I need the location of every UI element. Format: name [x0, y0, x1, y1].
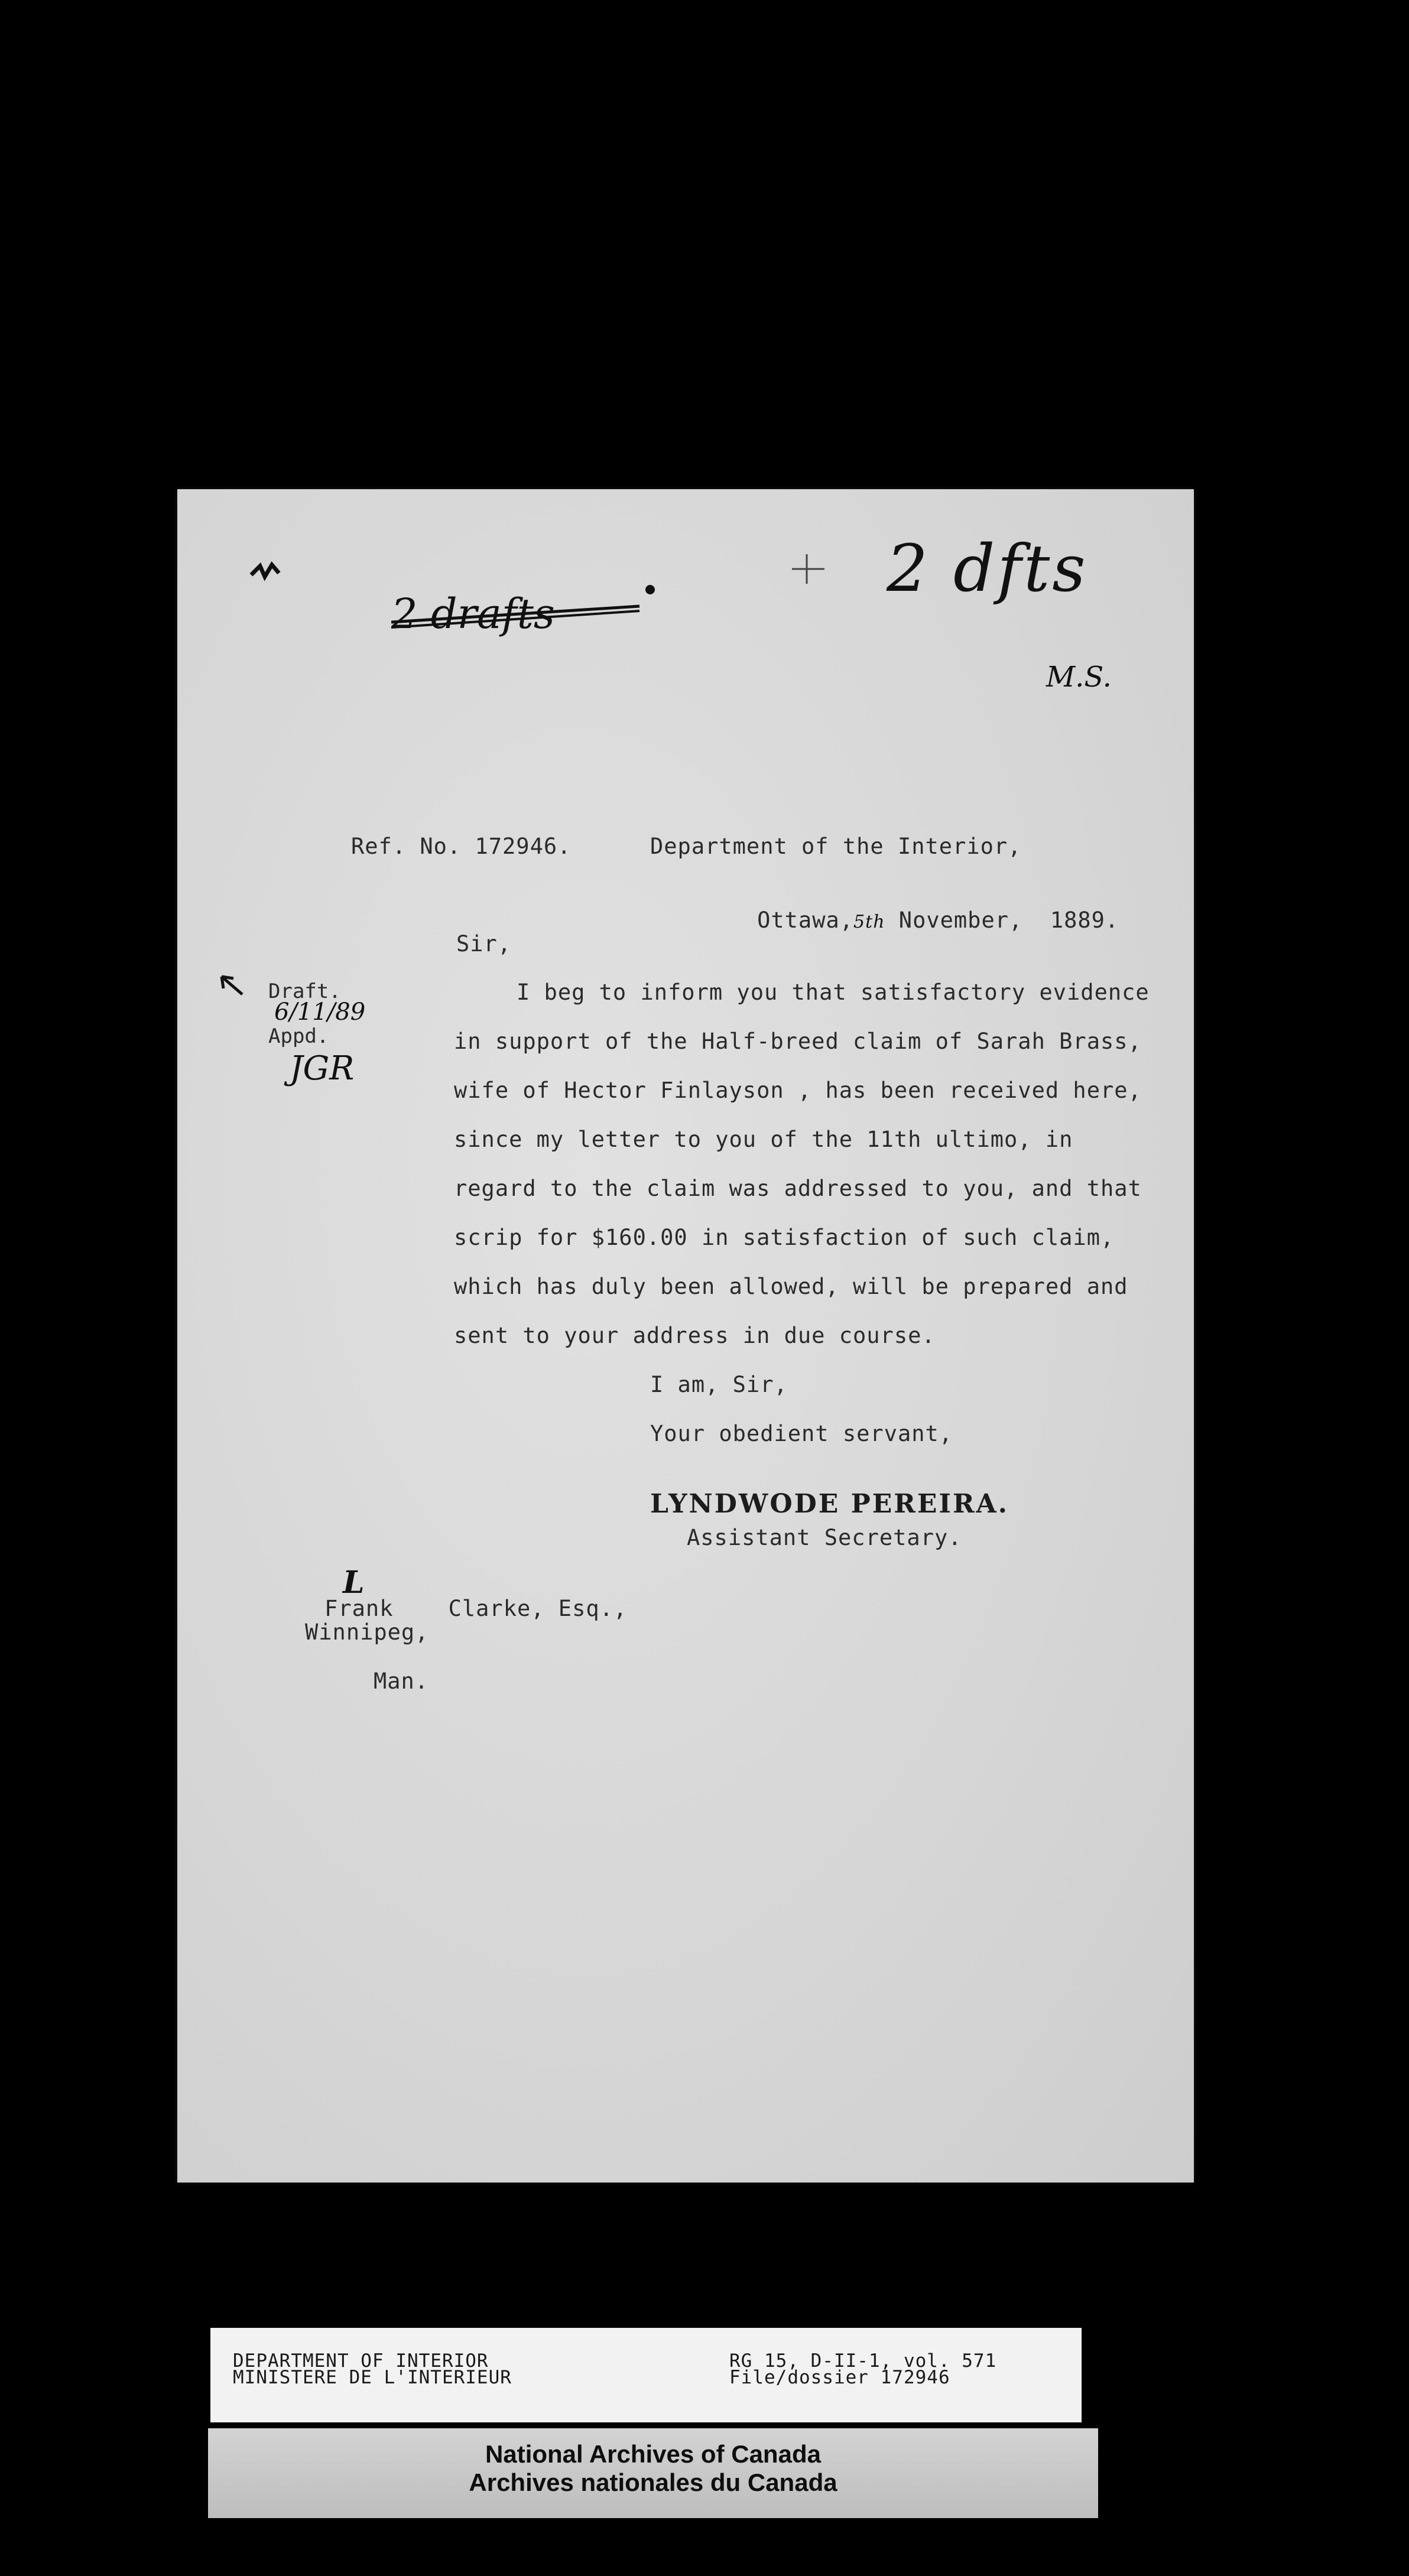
strike-line-icon [391, 578, 663, 643]
closing-line-2: Your obedient servant, [650, 1421, 953, 1446]
signature-name: LYNDWODE PEREIRA. [650, 1489, 1009, 1519]
body-line-2: in support of the Half-breed claim of Sarah Brass, [454, 1029, 1142, 1054]
struck-drafts-note [391, 578, 663, 643]
body-line-1: I beg to inform you that satisfactory evidence [517, 980, 1150, 1005]
label-reference: RG 15, D-II-1, vol. 571 [729, 2350, 997, 2372]
top-right-dfts-note [887, 531, 1170, 607]
margin-date-text: 6/11/89 [274, 998, 366, 1026]
margin-draft-note [219, 974, 372, 1115]
arrow-mark-icon [219, 974, 254, 1003]
archives-name-fr: Archives nationales du Canada [469, 2468, 837, 2496]
body-line-6: scrip for $160.00 in satisfaction of such claim, [454, 1225, 1115, 1250]
label-dept-fr: MINISTERE DE L'INTERIEUR [233, 2367, 512, 2388]
national-archives-banner [208, 2428, 1098, 2518]
department-heading: Department of the Interior, [650, 834, 1022, 859]
margin-draft-text: Draft. [268, 980, 341, 1003]
addressee-province: Man. [374, 1668, 429, 1694]
date-city: Ottawa, [757, 908, 854, 933]
signature-title: Assistant Secretary. [687, 1525, 962, 1550]
body-line-8: sent to your address in due course. [454, 1323, 936, 1348]
label-file: File/dossier 172946 [729, 2367, 950, 2388]
body-line-5: regard to the claim was addressed to you, and that [454, 1176, 1142, 1201]
reference-number: Ref. No. 172946. [351, 834, 572, 859]
label-dept-en: DEPARTMENT OF INTERIOR [233, 2350, 489, 2372]
date-day: 5th [853, 912, 885, 932]
closing-line-1: I am, Sir, [650, 1372, 788, 1397]
letter-page [177, 489, 1194, 2183]
margin-appd-text: Appd. [268, 1024, 329, 1048]
archive-label-card [210, 2328, 1082, 2422]
date-month-year: November, 1889. [898, 908, 1119, 933]
handwritten-mark-top-left [248, 560, 284, 584]
addressee-initial: L [343, 1565, 365, 1601]
addressee-name-text: Frank Clarke, Esq., [324, 1596, 628, 1621]
initials-ms: M.S. [1046, 661, 1112, 694]
salutation: Sir, [456, 931, 512, 957]
struck-drafts-text: 2 drafts [391, 590, 555, 638]
body-line-7: which has duly been allowed, will be prepared and [454, 1274, 1128, 1299]
top-right-dfts-text: 2 dfts [887, 531, 1088, 606]
margin-initials-text: JGR [290, 1049, 355, 1088]
body-line-4: since my letter to you of the 11th ultimo, in [454, 1127, 1073, 1152]
addressee-city: Winnipeg, [305, 1619, 429, 1645]
body-line-3: wife of Hector Finlayson , has been received here, [454, 1078, 1142, 1103]
archives-name-en: National Archives of Canada [485, 2440, 821, 2468]
letter-date [702, 882, 1119, 958]
plus-mark-icon [786, 548, 827, 590]
